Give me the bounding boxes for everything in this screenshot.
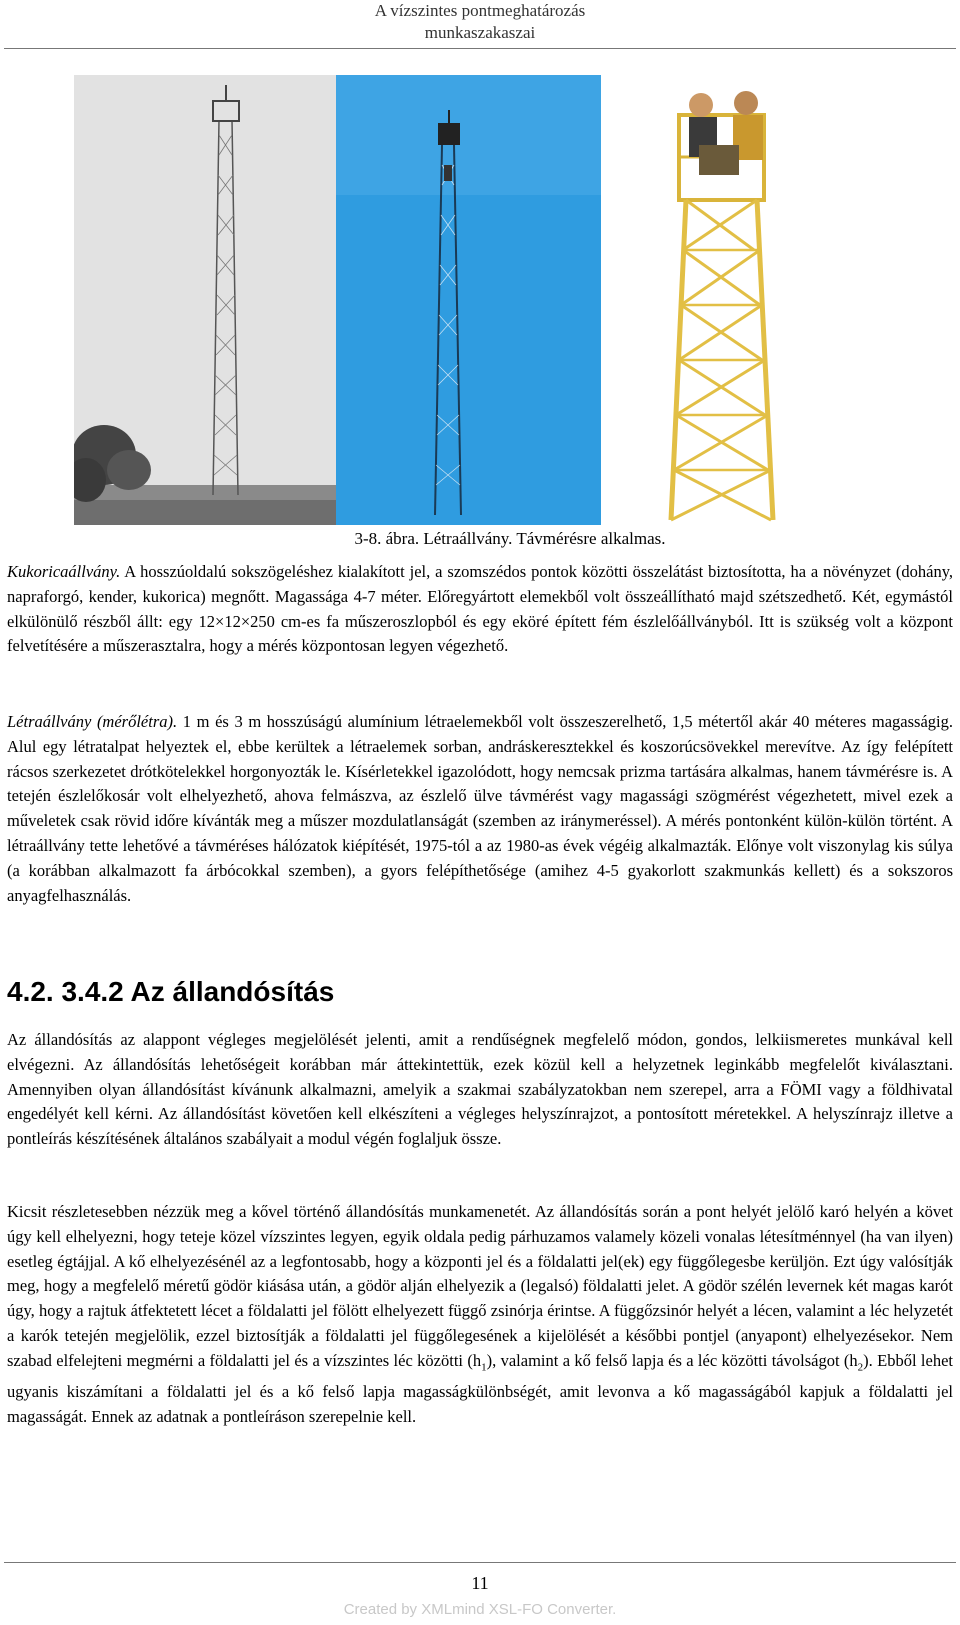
paragraph-text: Az állandósítás az alappont végleges megjelölését jelenti, amit a rendűségnek megfelelő módon, gondos, lelkiismeretes munkával kell elvégezni. Az állandósítás lehetőségeit korábban már áttekintettük, ezek közül kell a helyzetnek leginkább megfelelőt kiválasztani. Amennyiben olyan állandósítást kívánunk alkalmazni, amelyik a szakmai szabályzatokban nem szerepel, arra a FÖMI vagy a földhivatal engedélyét kell kérni. Az állandósítást követően kell elkészíteni a végleges helyszínrajzot, a pontosított méretekkel. A helyszínrajz illetve a pontleírás készítésének általános szabályait a modul végén foglaljuk össze. bbox=[7, 1030, 953, 1149]
section-heading: 4.2. 3.4.2 Az állandósítás bbox=[7, 976, 335, 1007]
credit-link[interactable]: XMLmind XSL-FO Converter bbox=[421, 1601, 613, 1618]
page-number: 11 bbox=[471, 1573, 489, 1593]
page-header bbox=[0, 0, 960, 44]
figure-caption: 3-8. ábra. Létraállvány. Távmérésre alkalmas. bbox=[354, 529, 666, 548]
photo-tower-blue-sky bbox=[336, 75, 601, 525]
paragraph-allandositas bbox=[7, 1028, 953, 1152]
header-title-line1: A vízszintes pontmeghatározás bbox=[374, 1, 586, 20]
paragraph-kukoricaallvany bbox=[7, 560, 953, 659]
figure-photos bbox=[74, 75, 834, 525]
footer-rule bbox=[4, 1562, 956, 1563]
credit-prefix: Created by bbox=[343, 1601, 422, 1618]
header-title-line2: munkaszakaszai bbox=[424, 23, 536, 42]
header-rule bbox=[4, 48, 956, 49]
paragraph-text-a: Kicsit részletesebben nézzük meg a kővel történő állandósítás munkamenetét. Az állandósítás során a pont helyét jelölő karó helyén a követ úgy kell elhelyezni, hogy teteje közel vízszintes legyen, egyik oldala pedig párhuzamos valamely közeli vonalas létesítménnyel (ha van ilyen) esetleg égtájjal. A kő elhelyezésénél az a legfontosabb, hogy a központi jel és a földalatti jel(ek) egy függőlegesbe kerüljön. Ezt úgy valósítják meg, hogy a megfelelő méretű gödör kiásása után, a gödör alján elhelyezik a (legalsó) földalatti jelet. A gödör szélén levernek két magas karót úgy, hogy a rajtuk átfektetett lécet a földalatti jel fölött elhelyezett függő zsinórja érintse. A függőzsinór helyét a lécen, valamint a léc helyzetét a karók tetején megjelölik, ezzel biztosítják a földalatti jel függőlegesének a kijelölését a későbbi pontjel (anyapont) elhelyezésekor. Nem szabad elfelejteni megmérni a földalatti jel és a vízszintes léc közötti (h bbox=[7, 1202, 953, 1370]
credit-suffix: . bbox=[612, 1601, 617, 1618]
paragraph-letraallvany bbox=[7, 710, 953, 908]
photo-tower-grey-sky bbox=[74, 75, 336, 525]
paragraph-text: A hosszúoldalú sokszögeléshez kialakított jel, a szomszédos pontok közötti összelátást biztosította, ha a növényzet (dohány, napraforgó, kender, kukorica) megnőtt. Magassága 4-7 méter. Előregyártott elemekből volt összeállítható majd szétszedhető. Két, egymástól elkülönülő részből állt: egy 12×12×250 cm-es fa műszeroszlopból és egy eköré épített fém észlelőállványból. Itt is szükség volt a központ felvetítésére a műszerasztalra, hogy a mérés központosan legyen végezhető. bbox=[7, 562, 953, 656]
paragraph-munkamenet bbox=[7, 1200, 953, 1429]
paragraph-lead: Létraállvány (mérőlétra). bbox=[7, 712, 178, 731]
paragraph-lead: Kukoricaállvány. bbox=[7, 562, 121, 581]
paragraph-text: 1 m és 3 m hosszúságú alumínium létraelemekből volt összeszerelhető, 1,5 métertől akár 40 méteres magasságig. Alul egy létratalpat helyeztek el, ebbe kerültek a létraelemek sorban, andráskeresztekkel és koszorúcsövekkel merevítve. Az így felépített rácsos szerkezetet drótkötelekkel horgonyozták le. Kísérletekkel igazolódott, hogy nemcsak prizma tartására alkalmas, hanem távmérésre is. A tetején észlelőkosár volt elhelyezhető, ahova felmászva, az észlelő ülve távmérést vagy magassági szögmérést végezhetett, mivel ezek a műveletek csak rövid időre kívánták meg a műszer mozdulatlanságát (szemben az iránymeréssel). A mérés pontonként külön-külön történt. A létraállvány tette lehetővé a távméréses hálózatok kiépítését, 1975-tól a az 1980-as évek végéig alkalmazták. Előnye volt viszonylag kis súlya (a korábban alkalmazott fa árbócokkal szemben), a gyors felépíthetősége (amihez 4-5 gyakorlott szakmunkás kellett) és a sokszoros anyagfelhasználás. bbox=[7, 712, 953, 905]
converter-credit bbox=[0, 1600, 960, 1620]
subscript-2: 2 bbox=[857, 1361, 864, 1374]
paragraph-text-b: ), valamint a kő felső lapja és a léc közötti távolságot (h bbox=[486, 1350, 858, 1370]
subscript-1: 1 bbox=[481, 1361, 487, 1374]
photo-tower-yellow bbox=[601, 75, 834, 525]
paragraph-text-c: ). Ebből lehet ugyanis kiszámítani a földalatti jel és a kő felső lapja magasságkülönbségét, amit levonva a kő magasságából kapjuk a földalatti jel magasságát. Ennek az adatnak a pontleíráson szerepelnie kell. bbox=[7, 1350, 953, 1426]
